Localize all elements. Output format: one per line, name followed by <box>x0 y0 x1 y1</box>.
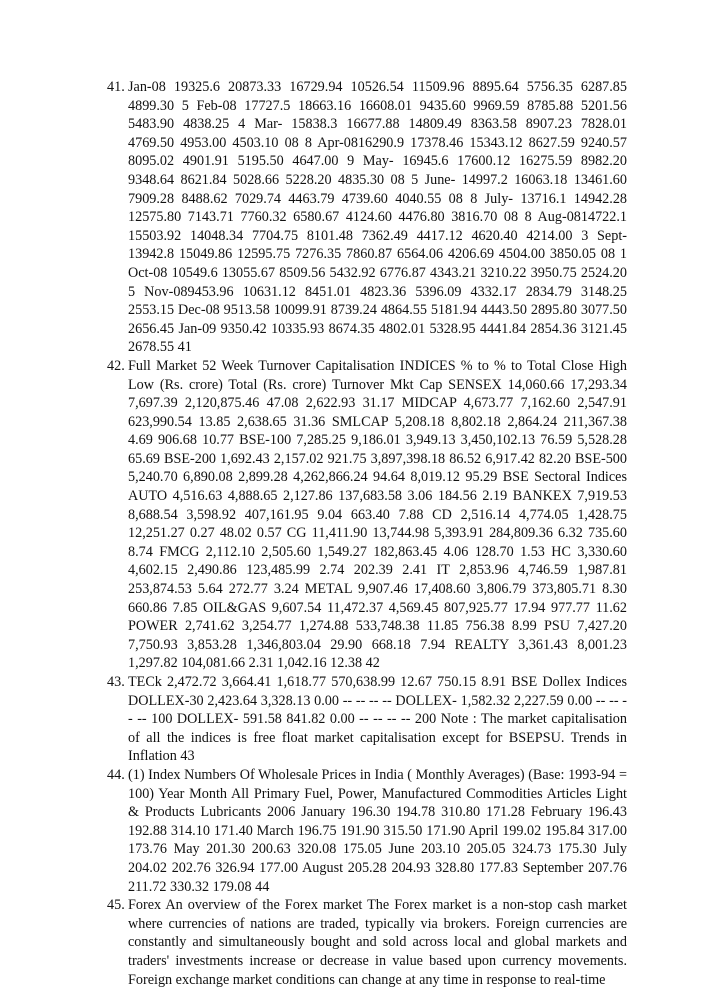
list-item <box>107 357 627 673</box>
numbered-list <box>107 78 627 989</box>
item-number: 44. <box>107 766 125 783</box>
item-number: 42. <box>107 357 125 374</box>
item-number: 45. <box>107 897 125 914</box>
list-item <box>107 766 627 896</box>
item-text: TECk 2,472.72 3,664.41 1,618.77 570,638.99 12.67 750.15 8.91 BSE Dollex Indices DOLLEX-30 2,423.64 3,328.13 0.00 -- -- -- -- DOLLEX- 1,582.32 2,227.59 0.00 -- -- -- -- 100 DOLLEX- 591.58 841.82 0.00 -- -- -- -- 200 Note : The market capitalisation of all the indices is free float market capitalisation except for BSEPSU. Trends in Inflation 43 <box>128 674 627 765</box>
item-text: Jan-08 19325.6 20873.33 16729.94 10526.54 11509.96 8895.64 5756.35 6287.85 4899.30 5 Feb-08 17727.5 18663.16 16608.01 9435.60 9969.59 8785.88 5201.56 5483.90 4838.25 4 Mar- 15838.3 16677.88 14809.49 8363.58 8907.23 7828.01 4769.50 4953.00 4503.10 08 8 Apr-0816290.9 17378.46 15343.12 8627.59 9240.57 8095.02 4901.91 5195.50 4647.00 9 May- 16945.6 17600.12 16275.59 8982.20 9348.64 8621.84 5028.66 5228.20 4835.30 08 5 June- 14997.2 16063.18 13461.60 7909.28 8488.62 7029.74 4463.79 4739.60 4040.55 08 8 July- 13716.1 14942.28 12575.80 7143.71 7760.32 6580.67 4124.60 4476.80 3816.70 08 8 Aug-0814722.1 15503.92 14048.34 7704.75 8101.48 7362.49 4417.12 4620.40 4214.00 3 Sept- 13942.8 15049.86 12595.75 7276.35 7860.87 6564.06 4206.69 4504.00 3850.05 08 1 Oct-08 10549.6 13055.67 8509.56 5432.92 6776.87 4343.21 3210.22 3950.75 2524.20 5 Nov-089453.96 10631.12 8451.01 4823.36 5396.09 4332.17 2834.79 3148.25 2553.15 Dec-08 9513.58 10099.91 8739.24 4864.55 5181.94 4443.50 2895.80 3077.50 2656.45 Jan-09 9350.42 10335.93 8674.35 4802.01 5328.95 4441.84 2854.36 3121.45 2678.55 41 <box>128 79 627 356</box>
list-item <box>107 673 627 766</box>
item-text: (1) Index Numbers Of Wholesale Prices in India ( Monthly Averages) (Base: 1993-94 = 100) Year Month All Primary Fuel, Power, Manufactured Commodities Articles Light & Products Lubricants 2006 January 196.30 194.78 310.80 171.28 February 196.43 192.88 314.10 171.40 March 196.75 191.90 315.50 171.90 April 199.02 195.84 317.00 173.76 May 201.30 200.63 320.08 175.05 June 203.10 205.05 324.73 175.30 July 204.02 202.76 326.94 177.00 August 205.28 204.93 328.80 177.83 September 207.76 211.72 330.32 179.08 44 <box>128 766 627 895</box>
list-item <box>107 78 627 357</box>
item-text: Forex An overview of the Forex market The Forex market is a non-stop cash market where currencies of nations are traded, typically via brokers. Foreign currencies are constantly and simultaneously bought and sold across local and global markets and traders' investments increase or decrease in value based upon currency movements. Foreign exchange market conditions can change at any time in response to real-time <box>128 897 627 988</box>
item-number: 43. <box>107 674 125 690</box>
item-number: 41. <box>107 79 125 95</box>
item-text: Full Market 52 Week Turnover Capitalisation INDICES % to % to Total Close High Low (Rs. crore) Total (Rs. crore) Turnover Mkt Cap SENSEX 14,060.66 17,293.34 7,697.39 2,120,875.46 47.08 2,622.93 31.17 MIDCAP 4,673.77 7,162.60 2,547.91 623,990.54 13.85 2,638.65 31.36 SMLCAP 5,208.18 8,802.18 2,864.24 211,367.38 4.69 906.68 10.77 BSE-100 7,285.25 9,186.01 3,949.13 3,450,102.13 76.59 5,528.28 65.69 BSE-200 1,692.43 2,157.02 921.75 3,897,398.18 86.52 6,917.42 82.20 BSE-500 5,240.70 6,890.08 2,899.28 4,262,866.24 94.64 8,019.12 95.29 BSE Sectoral Indices AUTO 4,516.63 4,888.65 2,127.86 137,683.58 3.06 184.56 2.19 BANKEX 7,919.53 8,688.54 3,598.92 407,161.95 9.04 663.40 7.88 CD 2,516.14 4,774.05 1,428.75 12,251.27 0.27 48.02 0.57 CG 11,411.90 13,744.98 5,393.91 284,809.36 6.32 735.60 8.74 FMCG 2,112.10 2,505.60 1,549.27 182,863.45 4.06 128.70 1.53 HC 3,330.60 4,602.15 2,490.86 123,485.99 2.74 202.39 2.41 IT 2,853.96 4,746.59 1,987.81 253,874.53 5.64 272.77 3.24 METAL 9,907.46 17,408.60 3,806.79 373,805.71 8.30 660.86 7.85 OIL&GAS 9,607.54 11,472.37 4,569.45 807,925.77 17.94 977.77 11.62 POWER 2,741.62 3,254.77 1,274.88 533,748.38 11.85 756.38 8.99 PSU 7,427.20 7,750.93 3,853.28 1,346,803.04 29.90 668.18 7.94 REALTY 3,361.43 8,001.23 1,297.82 104,081.66 2.31 1,042.16 12.38 42 <box>128 357 627 672</box>
